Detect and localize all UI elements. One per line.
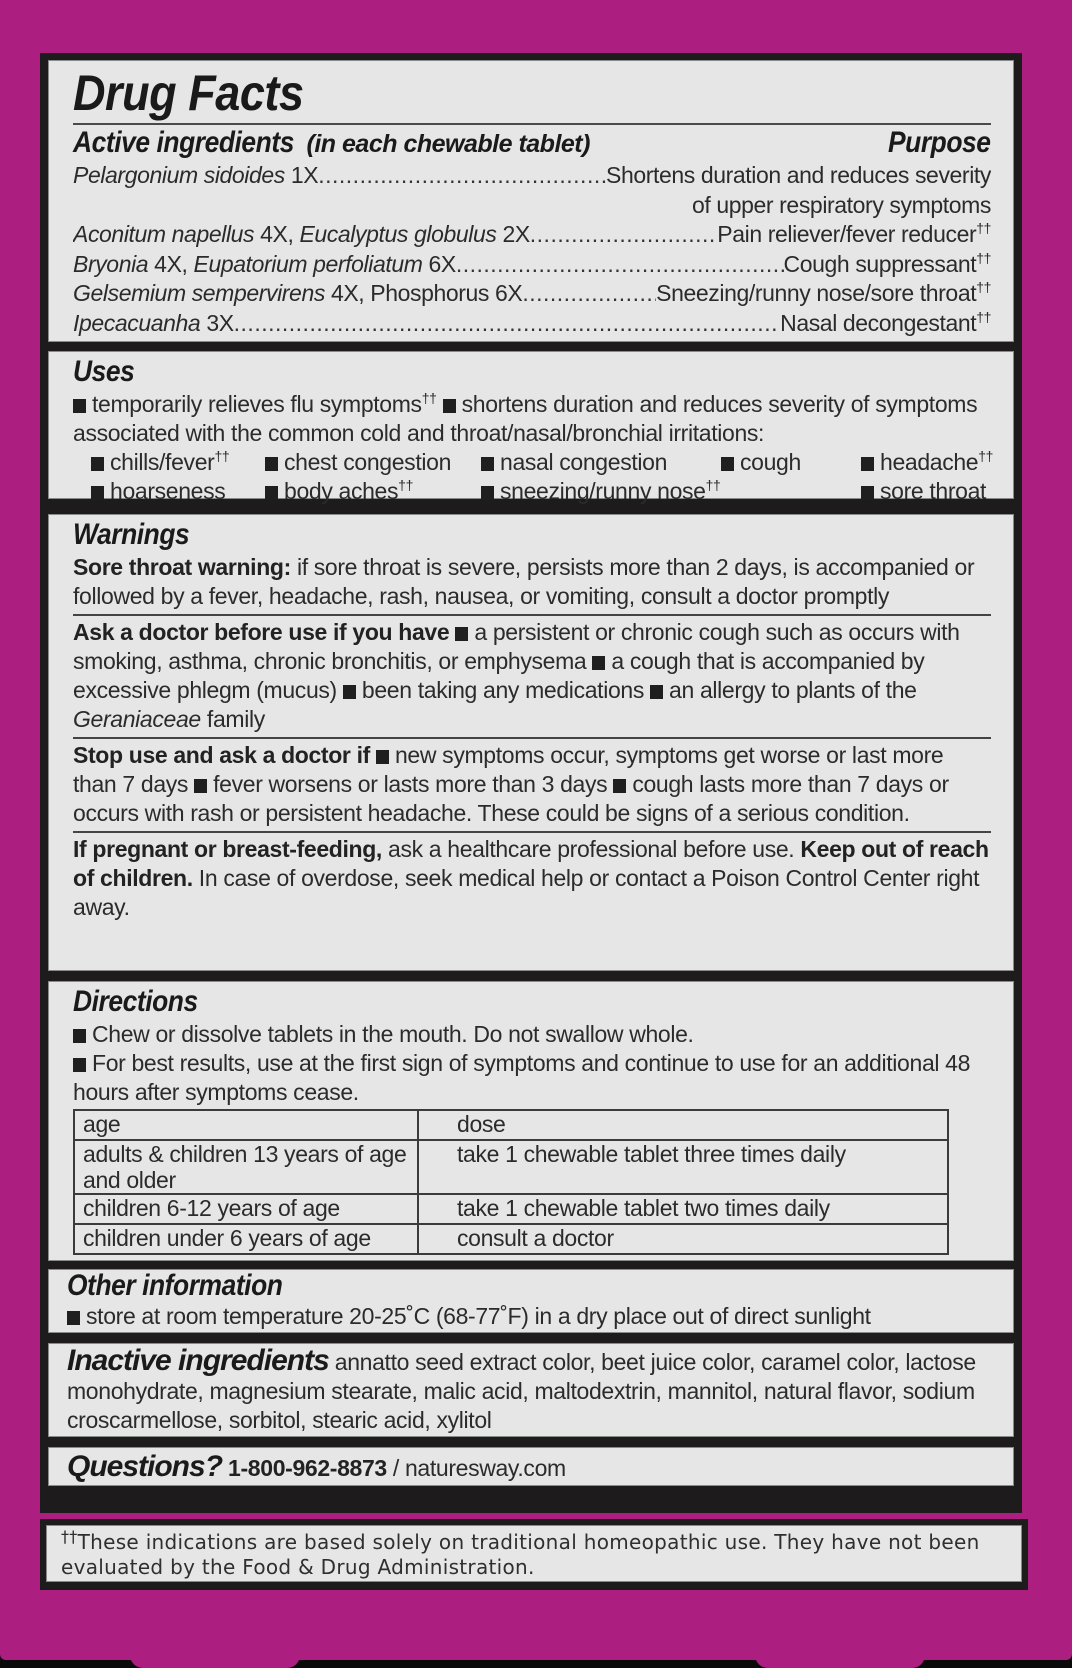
- carton-tab-left: [130, 1655, 300, 1668]
- bullet-square-icon: [861, 457, 874, 471]
- active-ingredients-box: [48, 60, 1014, 342]
- bullet-square-icon: [481, 457, 494, 471]
- ingredient-strength: 3X: [200, 309, 234, 336]
- warning-item: new symptoms occur, symptoms get worse or last more than 7 days: [73, 742, 944, 797]
- ingredient-strength: 6X: [422, 250, 456, 277]
- table-header: dose: [418, 1110, 948, 1140]
- bullet-square-icon: [650, 685, 663, 699]
- dagger-mark: ††: [421, 390, 437, 406]
- table-cell: take 1 chewable tablet three times daily: [418, 1140, 948, 1194]
- stop-use-warning: [73, 739, 991, 831]
- uses-item: shortens duration and reduces severity of symptoms associated with the common cold and throat/nasal/bronchial irritations:: [73, 391, 978, 446]
- ingredient-strength: 4X,: [254, 221, 300, 247]
- direction-item: Chew or dissolve tablets in the mouth. Do not swallow whole.: [73, 1020, 991, 1049]
- leader-dots: [456, 250, 784, 280]
- table-cell: consult a doctor: [418, 1224, 948, 1254]
- plant-family-name: Geraniaceae: [73, 706, 201, 732]
- dagger-mark: ††: [976, 220, 991, 236]
- separator: /: [386, 1455, 405, 1481]
- bullet-square-icon: [91, 457, 104, 471]
- table-cell: adults & children 13 years of age and older: [74, 1140, 418, 1194]
- symptom-item: body aches††: [265, 477, 481, 506]
- bullet-square-icon: [613, 779, 626, 793]
- active-row-continuation: [73, 191, 991, 221]
- ingredient-purpose: Pain reliever/fever reducer: [717, 221, 977, 247]
- active-row: [73, 161, 991, 191]
- warning-item: been taking any medications: [361, 677, 644, 703]
- symptom-item: nasal congestion: [481, 448, 721, 477]
- directions-box: [48, 981, 1014, 1261]
- table-row: [74, 1194, 948, 1224]
- table-cell: children 6-12 years of age: [74, 1194, 418, 1224]
- dagger-mark: ††: [976, 279, 991, 295]
- sore-throat-warning: [73, 553, 991, 614]
- symptom-item: hoarseness: [91, 477, 265, 506]
- keep-out-of-reach-label: Keep out of reach of children.: [73, 836, 989, 891]
- questions-heading: Questions?: [67, 1450, 223, 1483]
- uses-heading: Uses: [73, 355, 135, 388]
- ingredient-strength: 2X: [496, 221, 530, 247]
- purpose-heading: Purpose: [888, 126, 991, 159]
- warning-item: an allergy to plants of the: [669, 677, 917, 703]
- ask-doctor-warning: [73, 616, 991, 737]
- ingredient-purpose: Shortens duration and reduces severity: [606, 162, 991, 188]
- ingredient-name: Eupatorium perfoliatum: [193, 250, 423, 277]
- pregnancy-warning: [73, 833, 991, 925]
- uses-item: temporarily relieves flu symptoms: [92, 391, 422, 417]
- warning-item: cough lasts more than 7 days or occurs with rash or persistent headache. These could be signs of a serious condition.: [73, 771, 949, 826]
- warning-item: a persistent or chronic cough such as occurs with smoking, asthma, chronic bronchitis, or emphysema: [73, 619, 960, 674]
- footnote-text: [46, 1525, 1022, 1582]
- inactive-ingredients-box: [48, 1343, 1014, 1437]
- bullet-square-icon: [343, 685, 356, 699]
- other-information-item: store at room temperature 20-25˚C (68-77˚F) in a dry place out of direct sunlight: [67, 1302, 991, 1331]
- symptom-item: sneezing/runny nose††: [481, 477, 861, 506]
- active-ingredients-note: (in each chewable tablet): [306, 130, 590, 158]
- bullet-square-icon: [861, 486, 874, 500]
- ingredient-name: Ipecacuanha: [73, 309, 201, 336]
- phone-number-link[interactable]: 1-800-962-8873: [222, 1455, 387, 1481]
- questions-line: [67, 1448, 991, 1487]
- bullet-square-icon: [91, 486, 104, 500]
- bullet-square-icon: [376, 750, 389, 764]
- warning-item: family: [200, 706, 265, 732]
- pregnancy-label: If pregnant or breast-feeding,: [73, 836, 382, 862]
- other-information-box: [48, 1269, 1014, 1333]
- active-row: [73, 279, 991, 309]
- table-row: [74, 1224, 948, 1254]
- overdose-text: In case of overdose, seek medical help or contact a Poison Control Center right away.: [73, 865, 980, 920]
- ingredient-name: Bryonia: [73, 250, 149, 277]
- ingredient-purpose-line2: of upper respiratory symptoms: [691, 191, 991, 218]
- ingredient-name: Aconitum napellus: [73, 221, 255, 247]
- warning-item: a cough that is accompanied by excessive phlegm (mucus): [73, 648, 925, 703]
- active-row: [73, 250, 991, 280]
- other-information-heading: Other information: [67, 1269, 283, 1302]
- table-header-row: [74, 1110, 948, 1140]
- warnings-box: [48, 514, 1014, 971]
- carton-tab-right: [755, 1655, 925, 1668]
- uses-box: [48, 351, 1014, 504]
- active-row: [73, 309, 991, 339]
- table-row: [74, 1140, 948, 1194]
- bullet-square-icon: [443, 399, 456, 413]
- dosage-table: [73, 1109, 949, 1255]
- directions-heading: Directions: [73, 985, 198, 1018]
- ingredient-name: Eucalyptus globulus: [299, 221, 497, 247]
- ask-doctor-label: Ask a doctor before use if you have: [73, 619, 450, 645]
- table-cell: take 1 chewable tablet two times daily: [418, 1194, 948, 1224]
- stop-use-label: Stop use and ask a doctor if: [73, 742, 370, 768]
- dagger-mark: ††: [976, 308, 991, 325]
- sore-throat-warning-label: Sore throat warning:: [73, 554, 291, 580]
- direction-item: For best results, use at the first sign of symptoms and continue to use for an additional 48 hours after symptoms cease.: [73, 1050, 971, 1105]
- sore-throat-warning-text: if sore throat is severe, persists more than 2 days, is accompanied or followed by a fever, headache, rash, nausea, or vomiting, consult a doctor promptly: [73, 554, 975, 609]
- footnote-box: [40, 1519, 1028, 1590]
- bullet-square-icon: [73, 1029, 86, 1043]
- symptom-item: chills/fever††: [91, 448, 265, 477]
- drug-facts-title: Drug Facts: [73, 65, 304, 121]
- inactive-ingredients-heading: Inactive ingredients: [67, 1344, 329, 1377]
- ingredient-strength: 4X,: [148, 250, 194, 277]
- symptom-grid: [73, 448, 994, 506]
- active-header-row: [73, 125, 991, 161]
- uses-intro: [73, 390, 991, 448]
- bullet-square-icon: [73, 399, 86, 413]
- table-cell: children under 6 years of age: [74, 1224, 418, 1254]
- bullet-square-icon: [265, 457, 278, 471]
- ingredient-strength: 1X: [284, 162, 319, 188]
- inactive-ingredients-text: [67, 1344, 991, 1435]
- questions-box: [48, 1447, 1014, 1486]
- drug-facts-panel: [40, 53, 1022, 1513]
- website-link[interactable]: naturesway.com: [404, 1455, 566, 1481]
- symptom-item: cough: [721, 448, 861, 477]
- symptom-item: sore throat: [861, 477, 1011, 506]
- symptom-item: chest congestion: [265, 448, 481, 477]
- active-row: [73, 220, 991, 250]
- bullet-square-icon: [481, 486, 494, 500]
- leader-dots: [522, 279, 656, 309]
- ingredient-purpose: Cough suppressant: [783, 250, 977, 277]
- inactive-ingredients-list: annatto seed extract color, beet juice color, caramel color, lactose monohydrate, magnesium stearate, malic acid, maltodextrin, mannitol, natural flavor, sodium croscarmellose, sorbitol, stearic acid, xylitol: [67, 1349, 976, 1433]
- bullet-square-icon: [455, 627, 468, 641]
- bullet-square-icon: [73, 1058, 86, 1072]
- table-header: age: [74, 1110, 418, 1140]
- leader-dots: [530, 220, 718, 250]
- ingredient-strength: 4X, Phosphorus 6X: [324, 280, 523, 306]
- warning-item: fever worsens or lasts more than 3 days: [213, 771, 608, 797]
- bullet-square-icon: [721, 457, 734, 471]
- ingredient-purpose: Sneezing/runny nose/sore throat: [656, 280, 977, 306]
- bullet-square-icon: [194, 779, 207, 793]
- dagger-mark: ††: [61, 1527, 78, 1546]
- bullet-square-icon: [67, 1311, 80, 1325]
- footnote-disclaimer: These indications are based solely on traditional homeopathic use. They have not been evaluated by the Food & Drug Administration.: [61, 1530, 980, 1579]
- pregnancy-text: ask a healthcare professional before use.: [381, 836, 801, 862]
- active-ingredients-heading: Active ingredients: [73, 126, 294, 159]
- bullet-square-icon: [265, 486, 278, 500]
- leader-dots: [234, 309, 780, 339]
- bullet-square-icon: [592, 656, 605, 670]
- dagger-mark: ††: [976, 249, 991, 266]
- leader-dots: [318, 161, 606, 191]
- warnings-heading: Warnings: [73, 518, 190, 551]
- ingredient-name: Gelsemium sempervirens: [73, 280, 325, 306]
- ingredient-name: Pelargonium sidoides: [73, 162, 285, 188]
- ingredient-purpose: Nasal decongestant: [780, 309, 977, 336]
- symptom-item: headache††: [861, 448, 1011, 477]
